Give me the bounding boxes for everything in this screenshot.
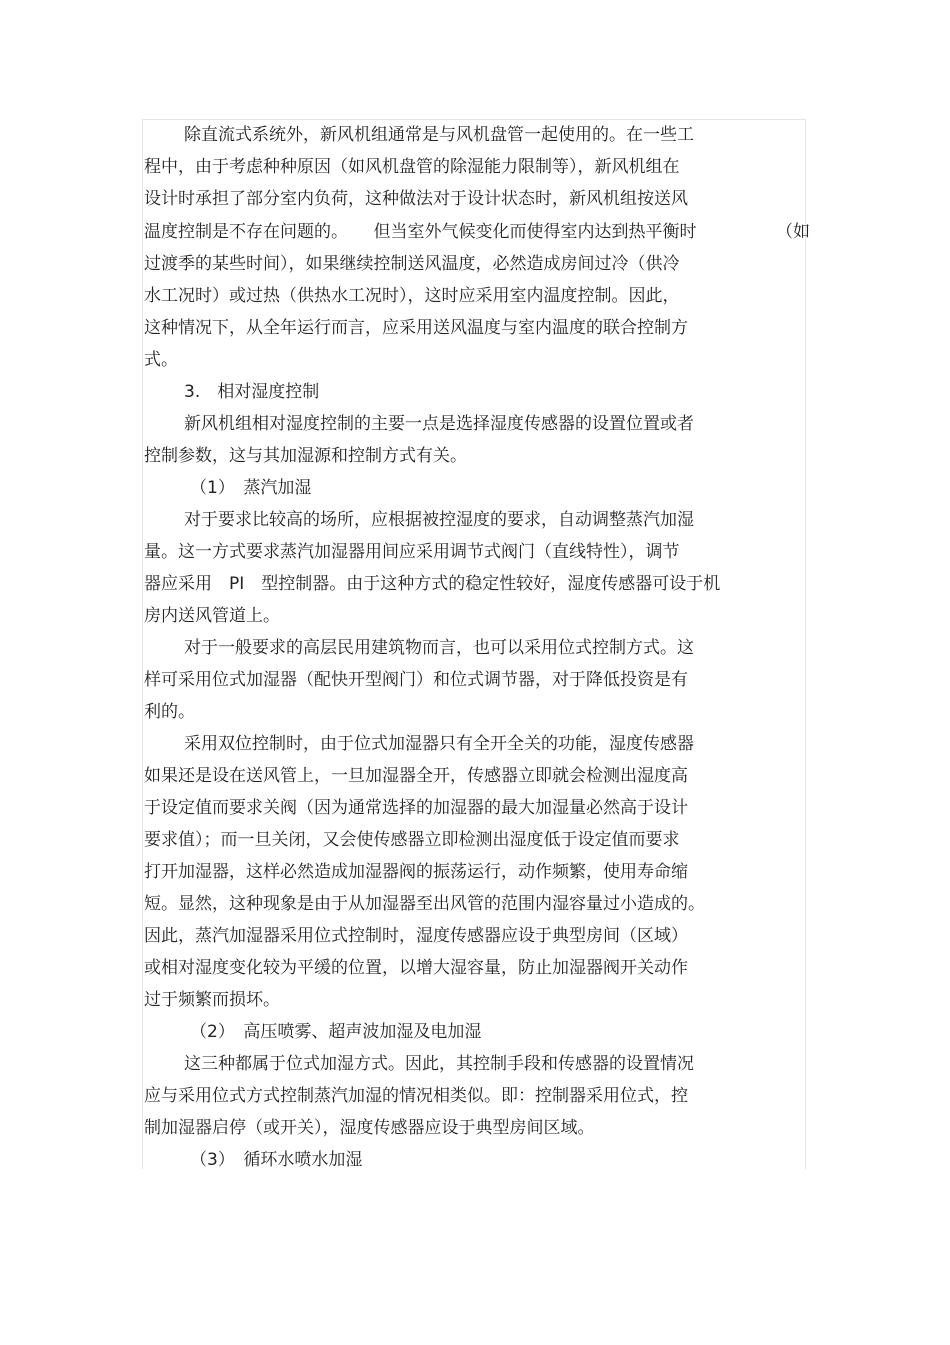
paragraph-line: 这三种都属于位式加湿方式。因此，其控制手段和传感器的设置情况 bbox=[184, 1054, 694, 1074]
paragraph-line: 利的。 bbox=[144, 702, 195, 722]
subsection-heading: （2） 高压喷雾、超声波加湿及电加湿 bbox=[190, 1022, 482, 1042]
paragraph-line: 式。 bbox=[144, 350, 178, 370]
paragraph-line: 采用双位控制时，由于位式加湿器只有全开全关的功能，湿度传感器 bbox=[184, 734, 694, 754]
paragraph-line: 对于一般要求的高层民用建筑物而言，也可以采用位式控制方式。这 bbox=[184, 638, 694, 658]
paragraph-line: 因此，蒸汽加湿器采用位式控制时，湿度传感器应设于典型房间（区域） bbox=[144, 926, 688, 946]
paragraph-line: 设计时承担了部分室内负荷，这种做法对于设计状态时，新风机组按送风 bbox=[144, 189, 688, 209]
paragraph-line: 应与采用位式方式控制蒸汽加湿的情况相类似。即：控制器采用位式，控 bbox=[144, 1086, 688, 1106]
paragraph-line: 制加湿器启停（或开关），湿度传感器应设于典型房间区域。 bbox=[144, 1118, 595, 1138]
paragraph-line: 样可采用位式加湿器（配快开型阀门）和位式调节器，对于降低投资是有 bbox=[144, 670, 688, 690]
paragraph-line: 对于要求比较高的场所，应根据被控湿度的要求，自动调整蒸汽加湿 bbox=[184, 510, 694, 530]
paragraph-line: 温度控制是不存在问题的。 但当室外气候变化而使得室内达到热平衡时 bbox=[144, 222, 697, 242]
paragraph-line: 短。显然，这种现象是由于从加湿器至出风管的范围内湿容量过小造成的。 bbox=[144, 894, 705, 914]
margin-fragment: （如 bbox=[776, 222, 810, 242]
paragraph-line: 控制参数，这与其加湿源和控制方式有关。 bbox=[144, 446, 467, 466]
paragraph-line: 如果还是设在送风管上，一旦加湿器全开，传感器立即就会检测出湿度高 bbox=[144, 766, 688, 786]
paragraph-line: 过渡季的某些时间），如果继续控制送风温度，必然造成房间过冷（供冷 bbox=[144, 254, 680, 274]
paragraph-line: 这种情况下，从全年运行而言，应采用送风温度与室内温度的联合控制方 bbox=[144, 318, 688, 338]
section-heading: 3. 相对湿度控制 bbox=[184, 382, 320, 402]
paragraph-line: 或相对湿度变化较为平缓的位置，以增大湿容量，防止加湿器阀开关动作 bbox=[144, 958, 688, 978]
paragraph-line: 房内送风管道上。 bbox=[144, 606, 280, 626]
paragraph-line: 除直流式系统外，新风机组通常是与风机盘管一起使用的。在一些工 bbox=[184, 125, 694, 145]
paragraph-line: 打开加湿器，这样必然造成加湿器阀的振荡运行，动作频繁，使用寿命缩 bbox=[144, 862, 688, 882]
paragraph-line: 水工况时）或过热（供热水工况时），这时应采用室内温度控制。因此， bbox=[144, 286, 680, 306]
paragraph-line: 程中，由于考虑种种原因（如风机盘管的除湿能力限制等），新风机组在 bbox=[144, 157, 680, 177]
paragraph-line: 于设定值而要求关阀（因为通常选择的加湿器的最大加湿量必然高于设计 bbox=[144, 798, 688, 818]
paragraph-line: 器应采用 PI 型控制器。由于这种方式的稳定性较好，湿度传感器可设于机 bbox=[144, 574, 721, 594]
paragraph-line: 量。这一方式要求蒸汽加湿器用间应采用调节式阀门（直线特性），调节 bbox=[144, 542, 680, 562]
subsection-heading: （3） 循环水喷水加湿 bbox=[190, 1150, 363, 1170]
paragraph-line: 过于频繁而损坏。 bbox=[144, 990, 280, 1010]
paragraph-line: 要求值）；而一旦关闭，又会使传感器立即检测出湿度低于设定值而要求 bbox=[144, 830, 680, 850]
paragraph-line: 新风机组相对湿度控制的主要一点是选择湿度传感器的设置位置或者 bbox=[184, 414, 694, 434]
subsection-heading: （1） 蒸汽加湿 bbox=[190, 478, 312, 498]
